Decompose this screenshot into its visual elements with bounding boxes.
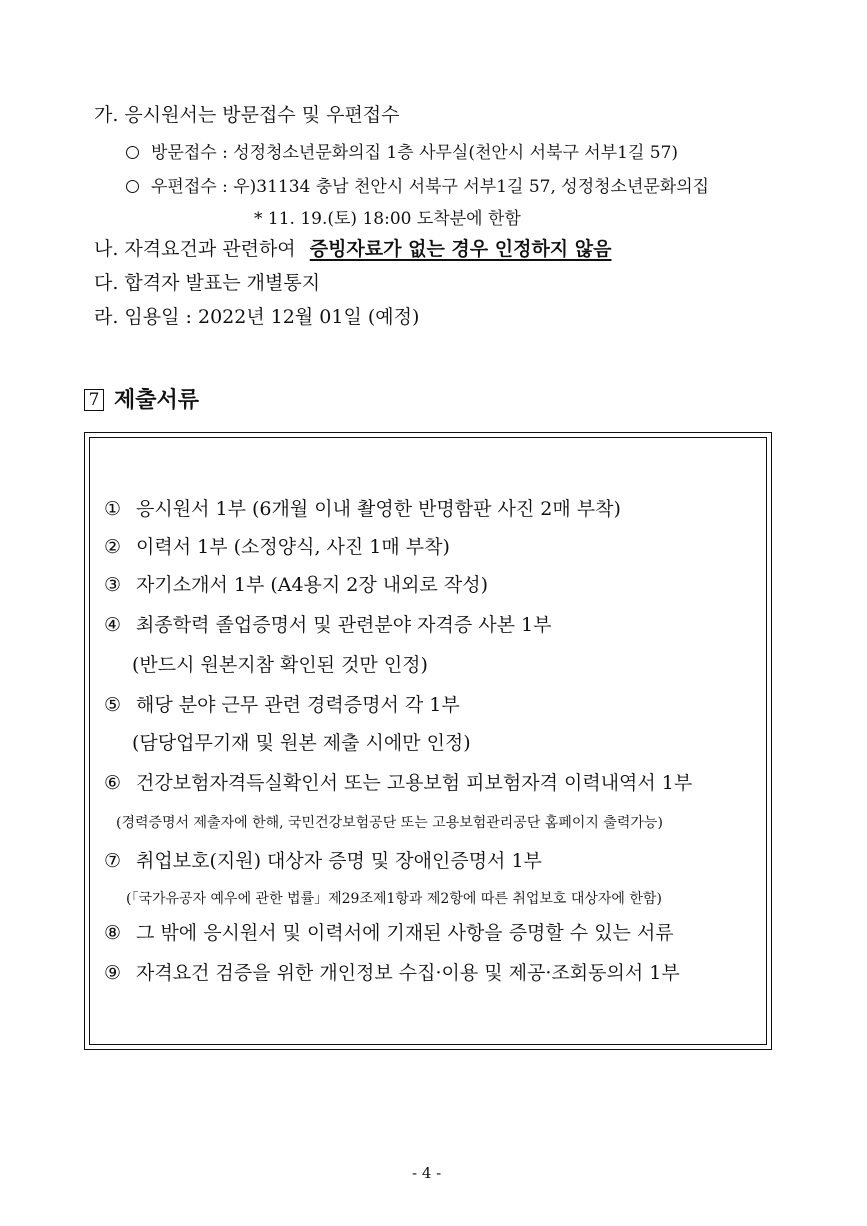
mail-receipt-text: 우편접수 : 우)31134 충남 천안시 서북구 서부1길 57, 성정청소년문화의집 — [151, 177, 710, 197]
doc-item-text: 자격요건 검증을 위한 개인정보 수집·이용 및 제공·조회동의서 1부 — [136, 962, 680, 984]
doc-item — [104, 958, 680, 985]
doc-item — [104, 532, 450, 559]
item-ga: 가. 응시원서는 방문접수 및 우편접수 — [94, 104, 400, 126]
doc-item — [104, 846, 542, 873]
doc-item-text: 건강보험자격득실확인서 또는 고용보험 피보험자격 이력내역서 1부 — [136, 772, 693, 794]
visit-receipt-line — [126, 138, 678, 163]
doc-item-note: (「국가유공자 예우에 관한 법률」제29조제1항과 제2항에 따른 취업보호 대상자에 한함) — [126, 891, 662, 907]
mail-receipt-line — [126, 172, 709, 197]
doc-item-number: ⑤ — [104, 694, 122, 716]
visit-receipt-text: 방문접수 : 성정청소년문화의집 1층 사무실(천안시 서북구 서부1길 57) — [151, 143, 679, 163]
doc-item-number: ② — [104, 536, 122, 558]
item-na — [94, 234, 612, 261]
doc-item-number: ⑨ — [104, 962, 122, 984]
doc-item-number: ④ — [104, 614, 122, 636]
doc-item-note: (반드시 원본지참 확인된 것만 인정) — [132, 654, 428, 676]
item-da: 다. 합격자 발표는 개별통지 — [94, 272, 321, 294]
doc-item-note: (담당업무기재 및 원본 제출 시에만 인정) — [132, 732, 471, 754]
doc-item-note: (경력증명서 제출자에 한해, 국민건강보험공단 또는 고용보험관리공단 홈페이지 출력가능) — [116, 815, 663, 831]
section-title: 제출서류 — [114, 387, 200, 413]
doc-item-text: 해당 분야 근무 관련 경력증명서 각 1부 — [136, 694, 460, 716]
doc-item-number: ⑧ — [104, 922, 122, 944]
item-na-prefix: 나. 자격요건과 관련하여 — [94, 238, 296, 260]
doc-item — [104, 690, 460, 717]
doc-item-text: 자기소개서 1부 (A4용지 2장 내외로 작성) — [136, 574, 489, 596]
doc-item-number: ③ — [104, 574, 122, 596]
item-ra: 라. 임용일 : 2022년 12월 01일 (예정) — [94, 306, 420, 328]
doc-item-number: ⑦ — [104, 850, 122, 872]
doc-item — [104, 494, 621, 521]
item-na-emphasis: 증빙자료가 없는 경우 인정하지 않음 — [309, 238, 612, 260]
page-number: - 4 - — [412, 1164, 442, 1182]
doc-item-number: ① — [104, 498, 122, 520]
doc-item-text: 응시원서 1부 (6개월 이내 촬영한 반명함판 사진 2매 부착) — [136, 498, 621, 520]
doc-item-number: ⑥ — [104, 772, 122, 794]
doc-item — [104, 610, 551, 637]
doc-item-text: 취업보호(지원) 대상자 증명 및 장애인증명서 1부 — [136, 850, 542, 872]
section-heading — [84, 383, 199, 414]
circle-bullet-icon — [126, 146, 139, 159]
doc-item — [104, 570, 488, 597]
circle-bullet-icon — [126, 180, 139, 193]
doc-item — [104, 768, 692, 795]
section-number: 7 — [84, 389, 104, 411]
doc-item-text: 최종학력 졸업증명서 및 관련분야 자격증 사본 1부 — [136, 614, 552, 636]
mail-deadline-note: * 11. 19.(토) 18:00 도착분에 한함 — [254, 209, 521, 229]
doc-item-text: 그 밖에 응시원서 및 이력서에 기재된 사항을 증명할 수 있는 서류 — [136, 922, 674, 944]
doc-item-text: 이력서 1부 (소정양식, 사진 1매 부착) — [136, 536, 450, 558]
doc-item — [104, 918, 674, 945]
